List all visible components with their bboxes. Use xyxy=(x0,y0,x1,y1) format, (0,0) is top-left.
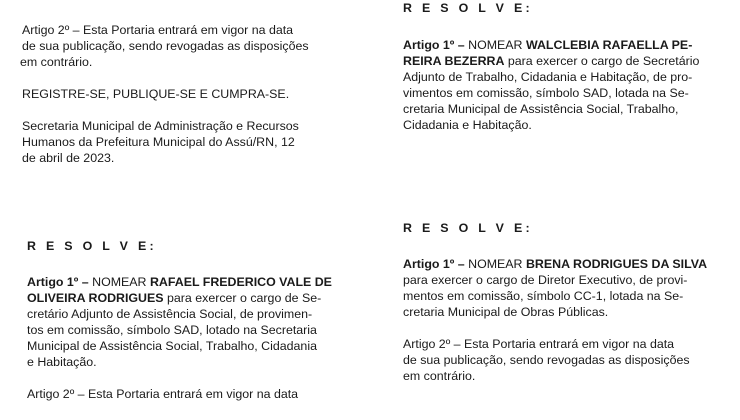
text-line: de sua publicação, sendo revogadas as disposições xyxy=(403,353,690,367)
article-label: Artigo 1º – xyxy=(27,275,89,289)
text-line: para exercer o cargo de Diretor Executivo, de provi- xyxy=(403,273,688,287)
text-line: de sua publicação, sendo revogadas as disposições xyxy=(22,39,309,53)
text-line: Adjunto de Trabalho, Cidadania e Habitação, de pro- xyxy=(403,70,693,84)
right-article-2-paragraph xyxy=(403,336,740,384)
text-line: em contrário. xyxy=(20,55,93,69)
text-line: Artigo 2º – Esta Portaria entrará em vigor na data xyxy=(403,337,675,351)
left-article-1-line-2 xyxy=(27,290,357,306)
right-bottom-block xyxy=(403,256,740,384)
right-article-1-line-1 xyxy=(403,37,740,53)
registre-line: REGISTRE-SE, PUBLIQUE-SE E CUMPRA-SE. xyxy=(22,87,290,101)
nomear-verb: NOMEAR xyxy=(468,257,523,271)
appointee-name: RAFAEL FREDERICO VALE DE xyxy=(149,275,332,289)
left-resolve-heading: R E S O L V E: xyxy=(27,239,157,253)
right-bottom-article-1-line-1 xyxy=(403,256,740,272)
nomear-verb: NOMEAR xyxy=(468,38,523,52)
article-label: Artigo 1º – xyxy=(403,257,465,271)
left-article-2-paragraph xyxy=(22,22,355,70)
text-line: cretaria Municipal de Assistência Social, Trabalho, xyxy=(403,102,679,116)
text-line: para exercer o cargo de Se- xyxy=(167,291,322,305)
nomear-verb: NOMEAR xyxy=(92,275,147,289)
left-top-block xyxy=(22,22,355,166)
left-article-1-line-1 xyxy=(27,274,357,290)
right-article-1-line-2 xyxy=(403,53,740,69)
text-line: tos em comissão, símbolo SAD, lotado na Secretaria xyxy=(27,323,317,337)
text-line: de abril de 2023. xyxy=(22,151,115,165)
text-line: para exercer o cargo de Secretário xyxy=(507,54,700,68)
appointee-name: BRENA RODRIGUES DA SILVA xyxy=(525,257,708,271)
text-line: Cidadania e Habitação. xyxy=(403,118,532,132)
left-article-2-partial: Artigo 2º – Esta Portaria entrará em vigor na data xyxy=(27,387,299,401)
right-top-block xyxy=(403,37,740,133)
left-bottom-block xyxy=(27,274,357,402)
article-label: Artigo 1º – xyxy=(403,38,465,52)
text-line: vimentos em comissão, símbolo SAD, lotada na Se- xyxy=(403,86,689,100)
right-top-resolve-heading: R E S O L V E: xyxy=(403,1,533,15)
text-line: cretário Adjunto de Assistência Social, de provimen- xyxy=(27,307,313,321)
text-line: em contrário. xyxy=(403,369,476,383)
right-bottom-resolve-heading: R E S O L V E: xyxy=(403,221,533,235)
appointee-name: OLIVEIRA RODRIGUES xyxy=(27,291,164,305)
text-line: Humanos da Prefeitura Municipal do Assú/RN, 12 xyxy=(22,135,295,149)
text-line: e Habitação. xyxy=(27,355,97,369)
secretaria-signature xyxy=(22,118,355,166)
text-line: Secretaria Municipal de Administração e Recursos xyxy=(22,119,299,133)
text-line: cretaria Municipal de Obras Públicas. xyxy=(403,305,609,319)
text-line: Municipal de Assistência Social, Trabalho, Cidadania xyxy=(27,339,317,353)
appointee-name: REIRA BEZERRA xyxy=(403,54,505,68)
appointee-name: WALCLEBIA RAFAELLA PE- xyxy=(525,38,693,52)
text-line: mentos em comissão, símbolo CC-1, lotada na Se- xyxy=(403,289,684,303)
text-line: Artigo 2º – Esta Portaria entrará em vigor na data xyxy=(22,23,294,37)
